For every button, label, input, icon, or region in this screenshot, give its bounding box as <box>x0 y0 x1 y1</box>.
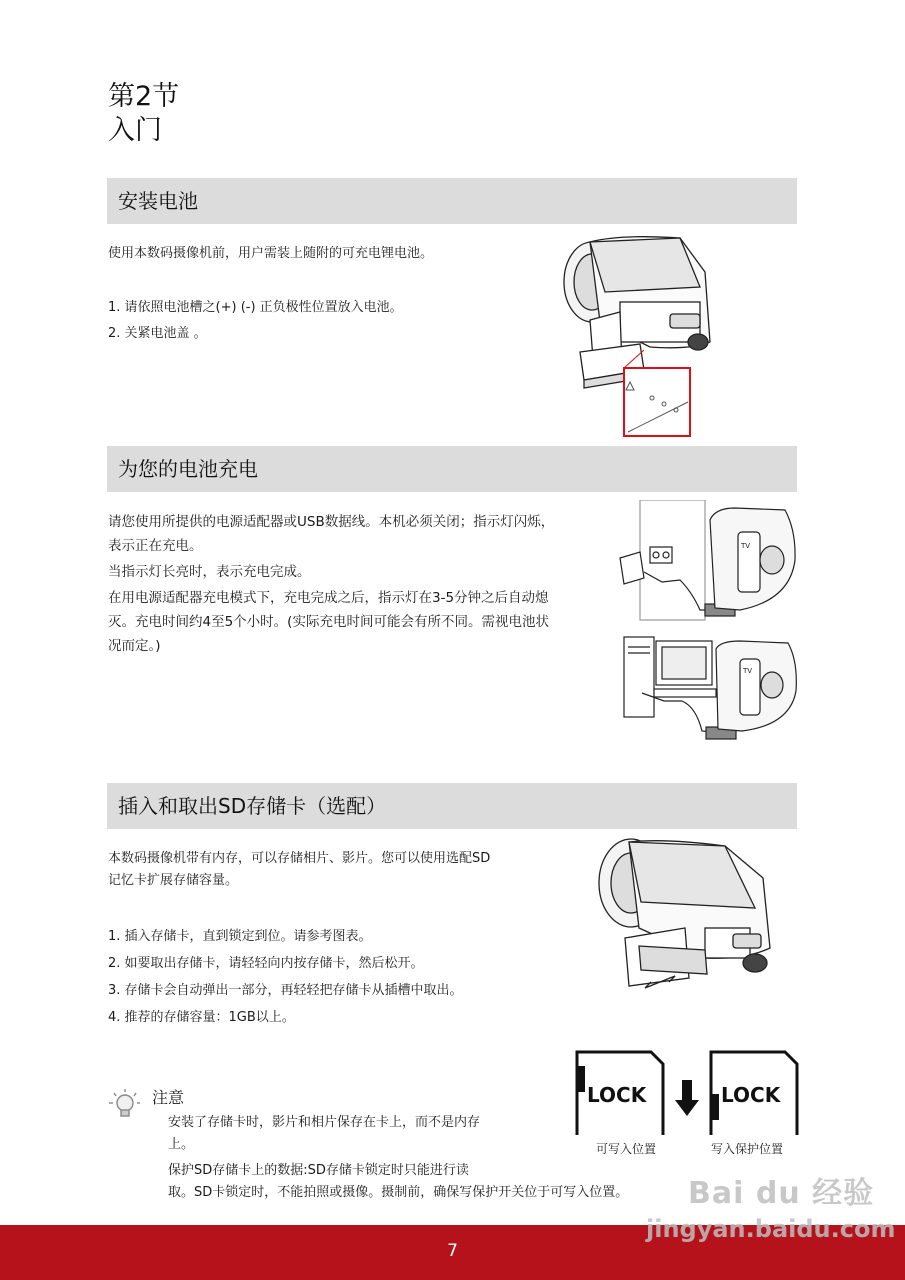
caption-writable: 可写入位置 <box>596 1142 657 1156</box>
charge-para-3-line-2: 灭。充电时间约4至5个小时。(实际充电时间可能会有所不同。需视电池状 <box>108 614 549 630</box>
section-title: 为您的电池充电 <box>118 457 258 481</box>
chapter-heading <box>108 80 179 148</box>
note-title: 注意 <box>152 1088 185 1107</box>
caption-write-protected: 写入保护位置 <box>711 1142 784 1156</box>
install-step-1: 1. 请依照电池槽之(+) (-) 正负极性位置放入电池。 <box>108 300 403 315</box>
sd-intro <box>108 848 490 892</box>
sd-step-3: 3. 存储卡会自动弹出一部分，再轻轻把存储卡从插槽中取出。 <box>108 983 463 998</box>
svg-text:TV: TV <box>741 542 751 550</box>
note-line-4: 取。SD卡锁定时，不能拍照或摄像。摄制前，确保写保护开关位于可写入位置。 <box>168 1185 629 1200</box>
chapter-title: 入门 <box>108 115 162 146</box>
charge-para-3-line-3: 况而定。) <box>108 638 161 654</box>
charge-para-3 <box>108 586 549 658</box>
section-header-charge-battery <box>107 446 797 492</box>
section-title: 安装电池 <box>118 189 198 213</box>
charge-para-1-line-2: 表示正在充电。 <box>108 538 203 554</box>
section-title: 插入和取出SD存储卡（选配） <box>118 794 387 818</box>
sd-step-4: 4. 推荐的存储容量：1GB以上。 <box>108 1010 295 1025</box>
sd-lock-tab-writable <box>577 1066 585 1092</box>
sd-step-1: 1. 插入存储卡，直到锁定到位。请参考图表。 <box>108 929 372 944</box>
camcorder-battery-illustration <box>560 232 795 442</box>
page-number: 7 <box>447 1241 458 1261</box>
charge-para-1-line-1: 请您使用所提供的电源适配器或USB数据线。本机必须关闭；指示灯闪烁， <box>108 514 555 530</box>
lightbulb-icon <box>106 1087 140 1119</box>
sd-lock-switch-diagram <box>575 1050 805 1140</box>
sd-intro-line-1: 本数码摄像机带有内存，可以存储相片、影片。您可以使用选配SD <box>108 851 491 866</box>
charge-para-2: 当指示灯长亮时，表示充电完成。 <box>108 564 311 580</box>
lock-label-writable: LOCK <box>587 1083 647 1107</box>
section-header-sd-card <box>107 783 797 829</box>
lock-label-protected: LOCK <box>721 1083 781 1107</box>
charge-para-1 <box>108 510 554 558</box>
charge-para-3-line-1: 在用电源适配器充电模式下，充电完成之后，指示灯在3-5分钟之后自动熄 <box>108 590 549 606</box>
sd-intro-line-2: 记忆卡扩展存储容量。 <box>108 873 239 888</box>
camcorder-sd-card-illustration <box>595 838 795 998</box>
note-body <box>168 1112 628 1204</box>
adapter-charging-illustration <box>610 500 800 625</box>
chapter-number: 第2节 <box>108 81 180 112</box>
note-line-3: 保护SD存储卡上的数据:SD存储卡锁定时只能进行读 <box>168 1163 469 1178</box>
svg-text:TV: TV <box>743 667 753 675</box>
watermark-url: jingyan.baidu.com <box>646 1215 896 1243</box>
note-line-1: 安装了存储卡时，影片和相片保存在卡上，而不是内存 <box>168 1115 481 1130</box>
note-line-2: 上。 <box>168 1137 195 1152</box>
sd-step-2: 2. 如要取出存储卡，请轻轻向内按存储卡，然后松开。 <box>108 956 424 971</box>
usb-charging-illustration <box>620 635 800 750</box>
arrow-down-icon <box>675 1080 699 1116</box>
section-header-install-battery <box>107 178 797 224</box>
watermark-brand: Bai du 经验 <box>688 1176 875 1211</box>
sd-lock-tab-protected <box>711 1094 719 1120</box>
install-step-2: 2. 关紧电池盖 。 <box>108 326 207 341</box>
install-battery-intro: 使用本数码摄像机前，用户需装上随附的可充电锂电池。 <box>108 246 434 261</box>
